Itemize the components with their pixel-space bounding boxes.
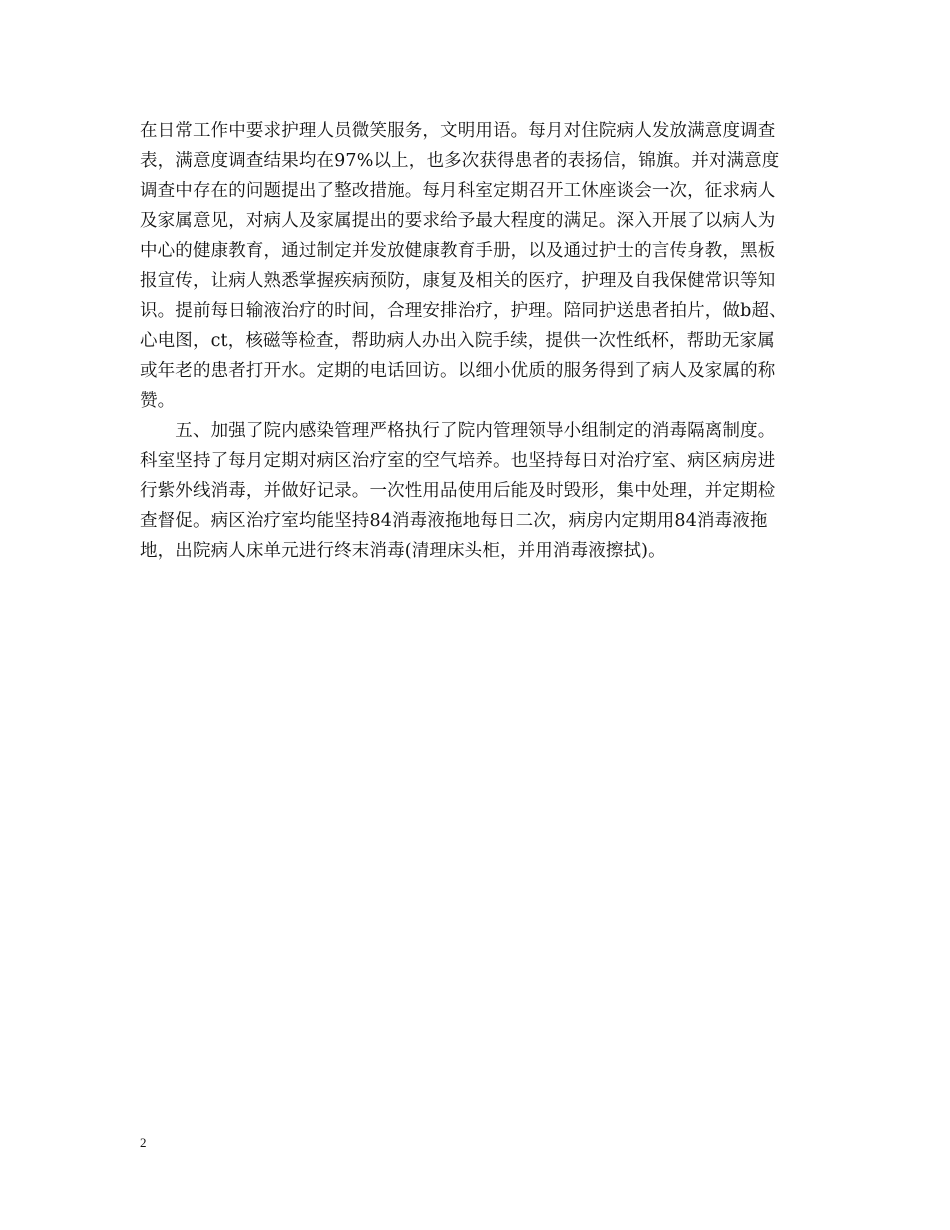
text-line: 报宣传，让病人熟悉掌握疾病预防，康复及相关的医疗，护理及自我保健常识等知 xyxy=(140,271,776,291)
text-line: 赞。 xyxy=(140,391,176,411)
text-line: 行紫外线消毒，并做好记录。一次性用品使用后能及时毁形，集中处理，并定期检 xyxy=(140,481,776,501)
page-number: 2 xyxy=(140,1135,147,1150)
paragraph-1 xyxy=(140,116,820,416)
text-line: 或年老的患者打开水。定期的电话回访。以细小优质的服务得到了病人及家属的称 xyxy=(140,361,776,381)
text-line: 在日常工作中要求护理人员微笑服务，文明用语。每月对住院病人发放满意度调查 xyxy=(140,121,776,141)
text-line: 五、加强了院内感染管理严格执行了院内管理领导小组制定的消毒隔离制度。 xyxy=(140,421,776,441)
text-line: 中心的健康教育，通过制定并发放健康教育手册，以及通过护士的言传身教，黑板 xyxy=(140,241,776,261)
text-line: 心电图，ct，核磁等检查，帮助病人办出入院手续，提供一次性纸杯，帮助无家属 xyxy=(140,331,775,351)
text-line: 地，出院病人床单元进行终末消毒(清理床头柜，并用消毒液擦拭)。 xyxy=(140,541,666,561)
text-line: 调查中存在的问题提出了整改措施。每月科室定期召开工休座谈会一次，征求病人 xyxy=(140,181,776,201)
paragraph-2 xyxy=(140,416,820,566)
text-line: 识。提前每日输液治疗的时间，合理安排治疗，护理。陪同护送患者拍片，做b超、 xyxy=(140,301,787,321)
text-line: 及家属意见，对病人及家属提出的要求给予最大程度的满足。深入开展了以病人为 xyxy=(140,211,776,231)
text-line: 查督促。病区治疗室均能坚持84消毒液拖地每日二次，病房内定期用84消毒液拖 xyxy=(140,511,768,531)
text-line: 科室坚持了每月定期对病区治疗室的空气培养。也坚持每日对治疗室、病区病房进 xyxy=(140,451,776,471)
text-line: 表，满意度调查结果均在97%以上，也多次获得患者的表扬信，锦旗。并对满意度 xyxy=(140,151,780,171)
document-body xyxy=(140,116,820,566)
